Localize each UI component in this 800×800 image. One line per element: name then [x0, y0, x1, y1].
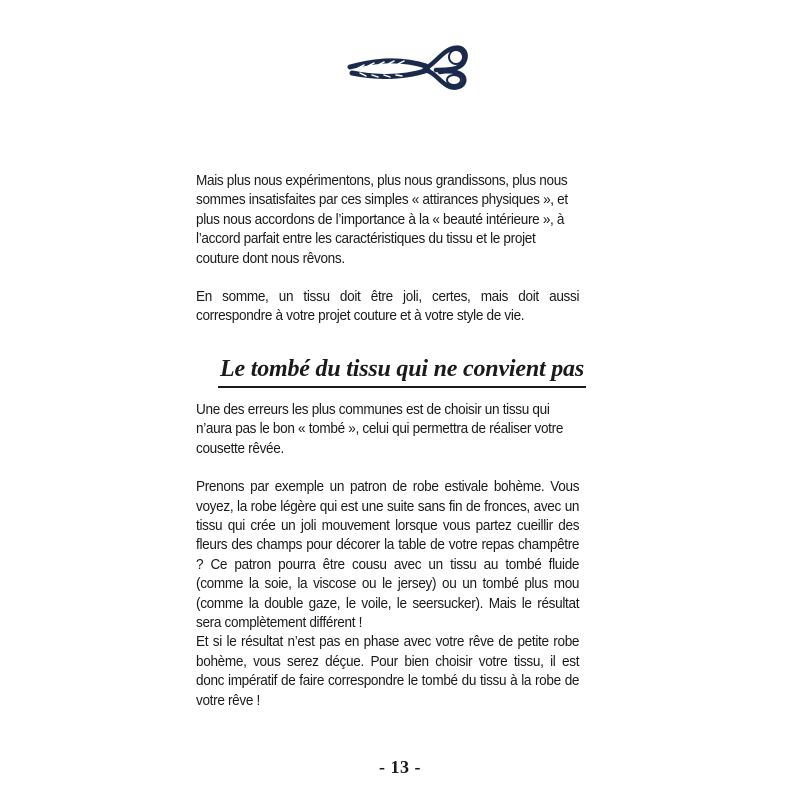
intro-paragraph-2: En somme, un tissu doit être joli, certes, mais doit aussi correspondre à votre projet couture et à votre style de vie. [196, 289, 580, 325]
section-paragraph-1: Une des erreurs les plus communes est de choisir un tissu qui n’aura pas le bon « tombé », celui qui permettra de réaliser votre cousette rêvée. [196, 402, 564, 457]
section-paragraph-2: Prenons par exemple un patron de robe estivale bohème. Vous voyez, la robe légère qui est une suite sans fin de fronces, avec un tissu qui crée un joli mouvement lorsque vous partez cueillir des fleurs des champs pour décorer la table de votre repas champêtre ? Ce patron pourra être cousu avec un tissu au tombé fluide (comme la soie, la viscose ou le jersey) ou un tombé plus mou (comme la double gaze, le voile, le seersucker). Mais le résultat sera complètement différent ! [196, 479, 580, 632]
intro-paragraph-1: Mais plus nous expérimentons, plus nous grandissons, plus nous sommes insatisfaites par ces simples « attirances physiques », et plus nous accordons de l’importance à la « beauté intérieure », à l’accord parfait entre les caractéristiques du tissu et le projet couture dont nous rêvons. [196, 173, 568, 267]
section-heading [196, 355, 608, 388]
section-heading-text: Le tombé du tissu qui ne convient pas [218, 355, 586, 388]
page-number: - 13 - [379, 757, 421, 777]
section-paragraph-3: Et si le résultat n’est pas en phase avec votre rêve de petite robe bohème, vous serez déçue. Pour bien choisir votre tissu, il est donc impératif de faire correspondre le tombé du tissu à la robe de votre rêve ! [196, 634, 580, 709]
section-text [196, 401, 579, 711]
intro-text [196, 172, 579, 327]
scissors-icon [346, 40, 472, 100]
